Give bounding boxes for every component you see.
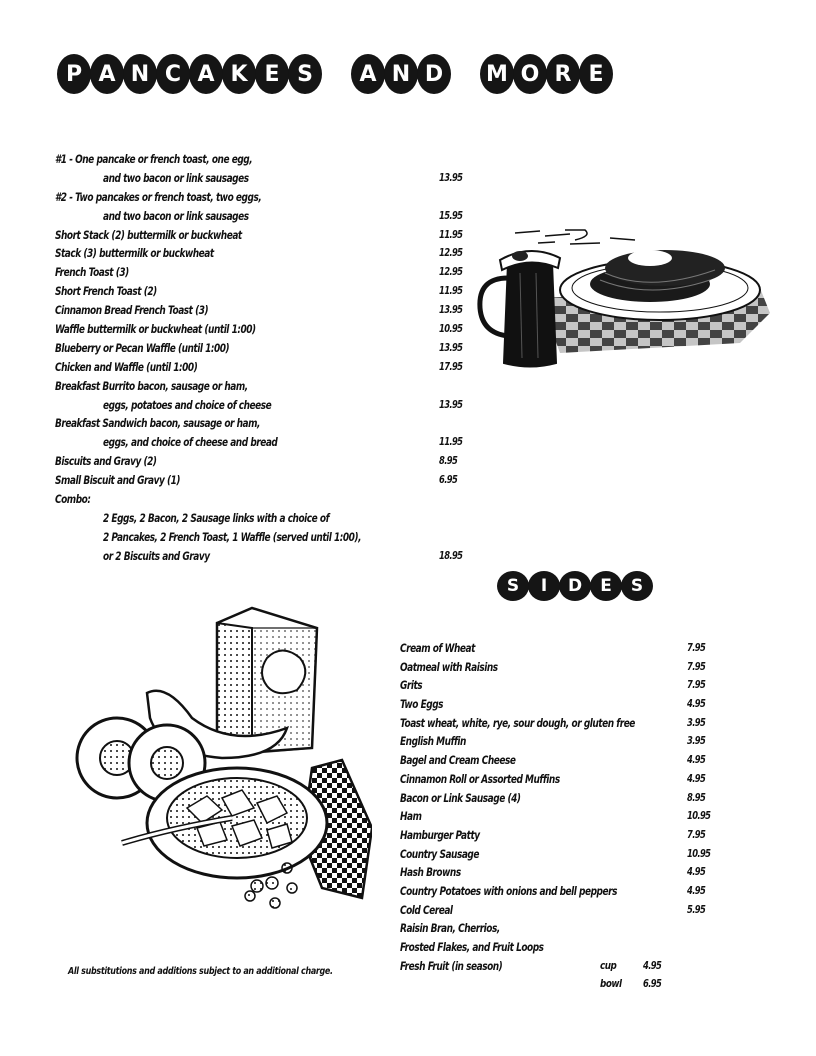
cereal-breakfast-illustration bbox=[72, 598, 372, 913]
menu-item: 2 Eggs, 2 Bacon, 2 Sausage links with a choice of bbox=[103, 510, 330, 525]
side-item: Toast wheat, white, rye, sour dough, or gluten free 3.95 bbox=[400, 715, 706, 730]
pancakes-syrup-illustration bbox=[470, 218, 770, 373]
menu-item: Blueberry or Pecan Waffle (until 1:00) 13.95 bbox=[55, 340, 463, 355]
sides-heading bbox=[497, 571, 652, 601]
fruit-bowl-label: bowl bbox=[600, 977, 622, 991]
title-letter-disc: C bbox=[156, 54, 190, 94]
title-letter-disc: D bbox=[417, 54, 451, 94]
side-item: Grits 7.95 bbox=[400, 678, 706, 693]
menu-item: French Toast (3) 12.95 bbox=[55, 265, 463, 280]
menu-item: Combo: bbox=[55, 492, 91, 507]
side-item: Ham 10.95 bbox=[400, 809, 711, 824]
menu-item: Stack (3) buttermilk or buckwheat 12.95 bbox=[55, 246, 463, 261]
title-letter-disc: E bbox=[579, 54, 613, 94]
menu-item: Chicken and Waffle (until 1:00) 17.95 bbox=[55, 359, 463, 374]
menu-item: eggs, potatoes and choice of cheese 13.95 bbox=[103, 397, 463, 412]
title-letter-disc: A bbox=[351, 54, 385, 94]
side-item: Raisin Bran, Cherrios, bbox=[400, 921, 500, 936]
sides-letter-disc: D bbox=[559, 571, 591, 601]
fruit-cup-price: 4.95 bbox=[643, 959, 662, 972]
side-item: English Muffin 3.95 bbox=[400, 734, 706, 749]
title-letter-disc: N bbox=[384, 54, 418, 94]
side-item: Hamburger Patty 7.95 bbox=[400, 827, 706, 842]
title-letter-disc: O bbox=[513, 54, 547, 94]
menu-item: and two bacon or link sausages 15.95 bbox=[103, 208, 463, 223]
menu-item: and two bacon or link sausages 13.95 bbox=[103, 170, 463, 185]
sides-menu-list bbox=[400, 639, 730, 994]
sides-letter-disc: S bbox=[621, 571, 653, 601]
sides-letter-disc: S bbox=[497, 571, 529, 601]
page-title bbox=[57, 54, 612, 94]
side-item: Country Potatoes with onions and bell peppers 4.95 bbox=[400, 883, 706, 898]
side-item: Country Sausage 10.95 bbox=[400, 846, 711, 861]
side-item: Cold Cereal 5.95 bbox=[400, 902, 706, 917]
side-item: Bacon or Link Sausage (4) 8.95 bbox=[400, 790, 706, 805]
menu-item: #1 - One pancake or french toast, one egg, bbox=[55, 152, 253, 166]
menu-item: eggs, and choice of cheese and bread 11.95 bbox=[103, 435, 463, 450]
menu-item: Waffle buttermilk or buckwheat (until 1:00) 10.95 bbox=[55, 322, 463, 337]
pancakes-menu-list bbox=[55, 150, 475, 566]
side-item: Bagel and Cream Cheese 4.95 bbox=[400, 753, 706, 768]
title-word-more bbox=[480, 54, 612, 94]
sides-letter-disc: E bbox=[590, 571, 622, 601]
title-letter-disc: E bbox=[255, 54, 289, 94]
title-letter-disc: R bbox=[546, 54, 580, 94]
side-item: Cinnamon Roll or Assorted Muffins 4.95 bbox=[400, 771, 706, 786]
side-item: Two Eggs 4.95 bbox=[400, 697, 706, 712]
side-item: Frosted Flakes, and Fruit Loops bbox=[400, 940, 544, 954]
substitutions-footnote: All substitutions and additions subject to an additional charge. bbox=[68, 966, 333, 977]
title-word-and bbox=[351, 54, 450, 94]
side-item-fresh-fruit: Fresh Fruit (in season) cup 4.95 bbox=[400, 957, 730, 976]
side-item: Oatmeal with Raisins 7.95 bbox=[400, 659, 706, 674]
title-letter-disc: S bbox=[288, 54, 322, 94]
title-letter-disc: P bbox=[57, 54, 91, 94]
menu-item: Breakfast Sandwich bacon, sausage or ham, bbox=[55, 416, 260, 431]
sides-letter-disc: I bbox=[528, 571, 560, 601]
title-letter-disc: A bbox=[189, 54, 223, 94]
title-letter-disc: M bbox=[480, 54, 514, 94]
title-letter-disc: A bbox=[90, 54, 124, 94]
menu-item: 2 Pancakes, 2 French Toast, 1 Waffle (served until 1:00), bbox=[103, 529, 362, 544]
fruit-bowl-price: 6.95 bbox=[643, 978, 662, 991]
title-letter-disc: N bbox=[123, 54, 157, 94]
menu-item: Biscuits and Gravy (2) 8.95 bbox=[55, 454, 458, 469]
menu-item: Short Stack (2) buttermilk or buckwheat 11.95 bbox=[55, 227, 463, 242]
fruit-cup-label: cup bbox=[600, 958, 617, 972]
menu-item: Cinnamon Bread French Toast (3) 13.95 bbox=[55, 303, 463, 318]
menu-item: Short French Toast (2) 11.95 bbox=[55, 284, 463, 299]
side-item: Cream of Wheat 7.95 bbox=[400, 641, 706, 655]
side-item: Hash Browns 4.95 bbox=[400, 865, 706, 880]
menu-item: Small Biscuit and Gravy (1) 6.95 bbox=[55, 473, 458, 488]
menu-item: #2 - Two pancakes or french toast, two eggs, bbox=[55, 189, 262, 204]
title-letter-disc: K bbox=[222, 54, 256, 94]
menu-item: Breakfast Burrito bacon, sausage or ham, bbox=[55, 378, 248, 393]
side-item-fresh-fruit-bowl bbox=[400, 975, 730, 994]
menu-item: or 2 Biscuits and Gravy 18.95 bbox=[103, 548, 463, 563]
title-word-pancakes bbox=[57, 54, 321, 94]
